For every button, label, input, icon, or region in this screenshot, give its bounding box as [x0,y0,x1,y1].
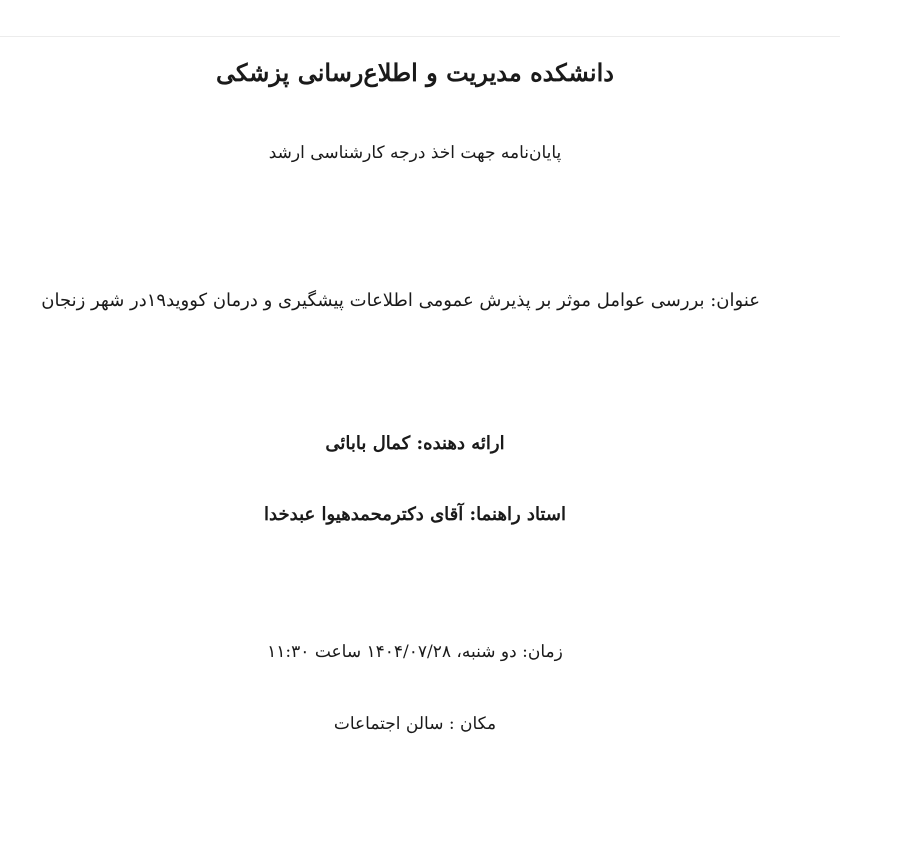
thesis-title: عنوان: بررسی عوامل موثر بر پذیرش عمومی اطلاعات پیشگیری و درمان کووید۱۹در شهر زنجان [41,290,760,311]
top-divider [0,36,840,37]
faculty-heading: دانشکده مدیریت و اطلاع‌رسانی پزشکی [216,58,614,87]
datetime-line: زمان: دو شنبه، ۱۴۰۴/۰۷/۲۸ ساعت ۱۱:۳۰ [267,642,563,662]
location-line: مکان : سالن اجتماعات [333,714,497,734]
presenter-line: ارائه دهنده: کمال بابائی [325,433,505,454]
advisor-line: استاد راهنما: آقای دکترمحمدهیوا عبدخدا [264,504,566,525]
degree-line: پایان‌نامه جهت اخذ درجه کارشناسی ارشد [268,143,562,163]
